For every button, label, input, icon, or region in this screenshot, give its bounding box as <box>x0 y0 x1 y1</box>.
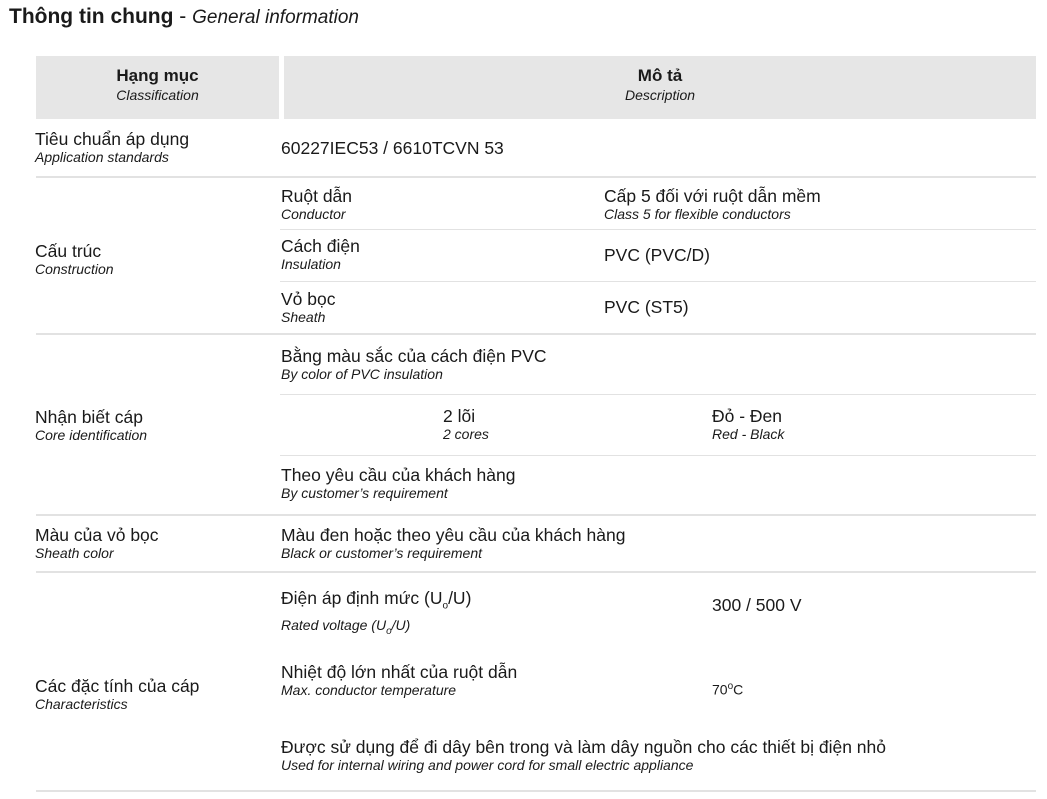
header-classification-vn: Hạng mục <box>116 66 199 85</box>
max-temp-name-vn: Nhiệt độ lớn nhất của ruột dẫn <box>281 662 518 682</box>
header-description-vn: Mô tả <box>637 66 683 85</box>
page-title-separator: - <box>173 5 193 28</box>
core-identification-label-en: Core identification <box>35 427 148 443</box>
core-identification-label <box>35 407 147 444</box>
core-by-color-en: By color of PVC insulation <box>281 366 443 382</box>
header-description-en: Description <box>624 87 696 103</box>
row-separator <box>36 176 1036 178</box>
construction-label-en: Construction <box>35 261 114 277</box>
core-by-customer <box>281 465 515 502</box>
row-separator <box>280 229 1036 230</box>
sheath-color-value-en: Black or customer’s requirement <box>281 545 483 561</box>
header-classification-en: Classification <box>116 87 199 103</box>
standards-label <box>35 129 189 166</box>
conductor-name-vn: Ruột dẫn <box>281 186 353 206</box>
core-count <box>443 406 489 443</box>
sheath-color-label-vn: Màu của vỏ bọc <box>35 525 159 545</box>
insulation-name-vn: Cách điện <box>281 236 360 256</box>
core-count-vn: 2 lõi <box>443 406 476 426</box>
characteristics-label-en: Characteristics <box>35 696 128 712</box>
conductor-value-en: Class 5 for flexible conductors <box>604 206 791 222</box>
conductor-value <box>604 186 821 223</box>
insulation-name <box>281 236 360 273</box>
row-separator <box>280 455 1036 456</box>
core-by-customer-en: By customer’s requirement <box>281 485 448 501</box>
row-separator <box>36 790 1036 792</box>
usage-en: Used for internal wiring and power cord for small electric appliance <box>281 757 694 773</box>
usage <box>281 737 886 774</box>
header-description <box>284 56 1036 119</box>
header-classification <box>36 56 279 119</box>
core-colors-en: Red - Black <box>712 426 785 442</box>
insulation-name-en: Insulation <box>281 256 341 272</box>
sheath-value: PVC (ST5) <box>604 297 689 317</box>
core-colors <box>712 406 784 443</box>
core-by-customer-vn: Theo yêu cầu của khách hàng <box>281 465 516 485</box>
page-title <box>9 5 359 29</box>
core-by-color-vn: Bằng màu sắc của cách điện PVC <box>281 346 547 366</box>
max-temp-name <box>281 662 517 699</box>
construction-label <box>35 241 114 278</box>
core-colors-vn: Đỏ - Đen <box>712 406 783 426</box>
rated-voltage-name <box>281 588 471 639</box>
core-identification-label-vn: Nhận biết cáp <box>35 407 143 427</box>
row-separator <box>36 333 1036 335</box>
row-separator <box>280 281 1036 282</box>
construction-label-vn: Cấu trúc <box>35 241 102 261</box>
row-separator <box>36 514 1036 516</box>
usage-vn: Được sử dụng để đi dây bên trong và làm dây nguồn cho các thiết bị điện nhỏ <box>281 737 887 757</box>
sheath-name <box>281 289 335 326</box>
page-title-en: General information <box>192 7 359 28</box>
sheath-name-vn: Vỏ bọc <box>281 289 336 309</box>
rated-voltage-name-en: Rated voltage $(U_o/U)$ <box>281 616 411 637</box>
page-title-vn: Thông tin chung <box>9 5 174 28</box>
row-separator <box>36 571 1036 573</box>
insulation-value: PVC (PVC/D) <box>604 245 710 265</box>
row-separator <box>280 394 1036 395</box>
sheath-color-label-en: Sheath color <box>35 545 114 561</box>
characteristics-label-vn: Các đặc tính của cáp <box>35 676 200 696</box>
standards-value: 60227IEC53 / 6610TCVN 53 <box>281 138 504 158</box>
rated-voltage-value: 300 / 500 V <box>712 595 802 615</box>
sheath-name-en: Sheath <box>281 309 326 325</box>
sheath-color-value-vn: Màu đen hoặc theo yêu cầu của khách hàng <box>281 525 626 545</box>
sheath-color-value <box>281 525 625 562</box>
conductor-value-vn: Cấp 5 đối với ruột dẫn mềm <box>604 186 821 206</box>
max-temp-name-en: Max. conductor temperature <box>281 682 457 698</box>
sheath-color-label <box>35 525 159 562</box>
conductor-name <box>281 186 352 223</box>
conductor-name-en: Conductor <box>281 206 346 222</box>
standards-label-en: Application standards <box>35 149 169 165</box>
rated-voltage-name-vn: Điện áp định mức $(U_o/U)$ <box>281 588 472 612</box>
core-by-color <box>281 346 547 383</box>
standards-label-vn: Tiêu chuẩn áp dụng <box>35 129 190 149</box>
max-temp-value: 70$^o$C <box>712 681 744 698</box>
core-count-en: 2 cores <box>443 426 489 442</box>
characteristics-label <box>35 676 199 713</box>
